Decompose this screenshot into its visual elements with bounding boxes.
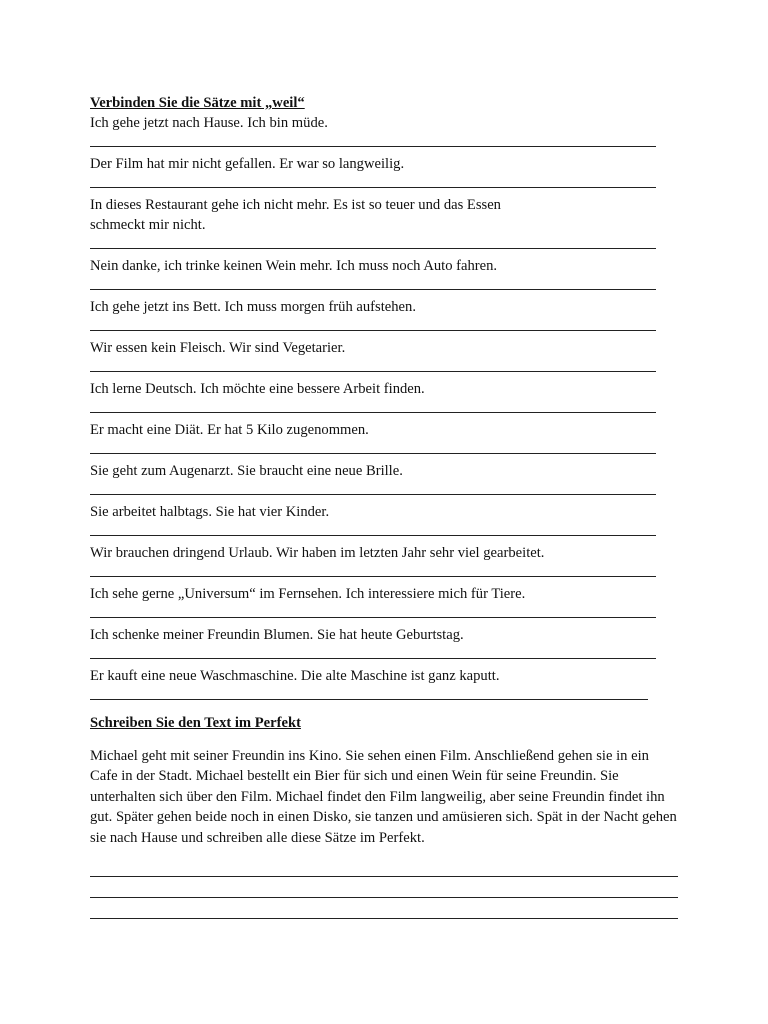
exercise-sentence: In dieses Restaurant gehe ich nicht mehr. Es ist so teuer und das Essen schmeckt mir nicht. [90, 197, 501, 233]
exercise-sentence: Sie arbeitet halbtags. Sie hat vier Kinder. [90, 504, 330, 520]
exercise-sentence: Ich sehe gerne „Universum“ im Fernsehen. Ich interessiere mich für Tiere. [90, 586, 526, 602]
answer-line[interactable] [90, 276, 656, 290]
answer-line[interactable] [90, 399, 656, 413]
exercise-item [90, 584, 656, 618]
exercise-sentence: Nein danke, ich trinke keinen Wein mehr. Ich muss noch Auto fahren. [90, 258, 498, 274]
answer-line[interactable] [90, 522, 656, 536]
exercise-item [90, 154, 656, 188]
worksheet-content [90, 93, 690, 919]
answer-line[interactable] [90, 563, 656, 577]
answer-line[interactable] [90, 856, 678, 877]
exercise-sentence: Wir essen kein Fleisch. Wir sind Vegetarier. [90, 340, 346, 356]
exercise-item [90, 420, 656, 454]
exercise-sentence: Ich gehe jetzt ins Bett. Ich muss morgen früh aufstehen. [90, 299, 416, 315]
exercise-item [90, 461, 656, 495]
exercise-sentence: Ich gehe jetzt nach Hause. Ich bin müde. [90, 115, 328, 131]
exercise-1-items [90, 113, 656, 700]
exercise-item [90, 297, 656, 331]
exercise-connect-with-weil [90, 93, 656, 700]
exercise-item [90, 113, 656, 147]
answer-line[interactable] [90, 358, 656, 372]
exercise-item [90, 256, 656, 290]
exercise-sentence: Ich lerne Deutsch. Ich möchte eine bessere Arbeit finden. [90, 381, 425, 397]
exercise-perfekt [90, 713, 690, 919]
exercise-2-text: Michael geht mit seiner Freundin ins Kino. Sie sehen einen Film. Anschließend gehen sie in ein Cafe in der Stadt. Michael bestellt ein Bier für sich und einen Wein für seine Freundin. Sie unterhalten sich über den Film. Michael findet den Film langweilig, aber seine Freundin findet ihn gut. Später gehen beide noch in einen Disko, sie tanzen und amüsieren sich. Spät in der Nacht gehen sie nach Hause und schreiben alle diese Sätze im Perfekt. [90, 748, 677, 846]
exercise-item [90, 625, 656, 659]
exercise-sentence: Ich schenke meiner Freundin Blumen. Sie hat heute Geburtstag. [90, 627, 464, 643]
answer-line[interactable] [90, 877, 678, 898]
exercise-item [90, 543, 656, 577]
exercise-sentence: Er kauft eine neue Waschmaschine. Die alte Maschine ist ganz kaputt. [90, 668, 500, 684]
exercise-sentence: Sie geht zum Augenarzt. Sie braucht eine neue Brille. [90, 463, 403, 479]
answer-line[interactable] [90, 317, 656, 331]
answer-line[interactable] [90, 481, 656, 495]
answer-line[interactable] [90, 440, 656, 454]
exercise-item [90, 379, 656, 413]
exercise-sentence: Er macht eine Diät. Er hat 5 Kilo zugenommen. [90, 422, 369, 438]
answer-line[interactable] [90, 133, 656, 147]
answer-line[interactable] [90, 174, 656, 188]
exercise-item [90, 338, 656, 372]
answer-line[interactable] [90, 686, 648, 700]
answer-line[interactable] [90, 645, 656, 659]
exercise-item [90, 502, 656, 536]
answer-line[interactable] [90, 604, 656, 618]
exercise-sentence: Wir brauchen dringend Urlaub. Wir haben im letzten Jahr sehr viel gearbeitet. [90, 545, 545, 561]
exercise-item [90, 666, 656, 700]
exercise-1-title: Verbinden Sie die Sätze mit „weil“ [90, 95, 305, 111]
exercise-item [90, 195, 656, 249]
answer-lines [90, 856, 678, 919]
exercise-sentence: Der Film hat mir nicht gefallen. Er war so langweilig. [90, 156, 405, 172]
answer-line[interactable] [90, 235, 656, 249]
exercise-2-title: Schreiben Sie den Text im Perfekt [90, 715, 301, 731]
answer-line[interactable] [90, 898, 678, 919]
